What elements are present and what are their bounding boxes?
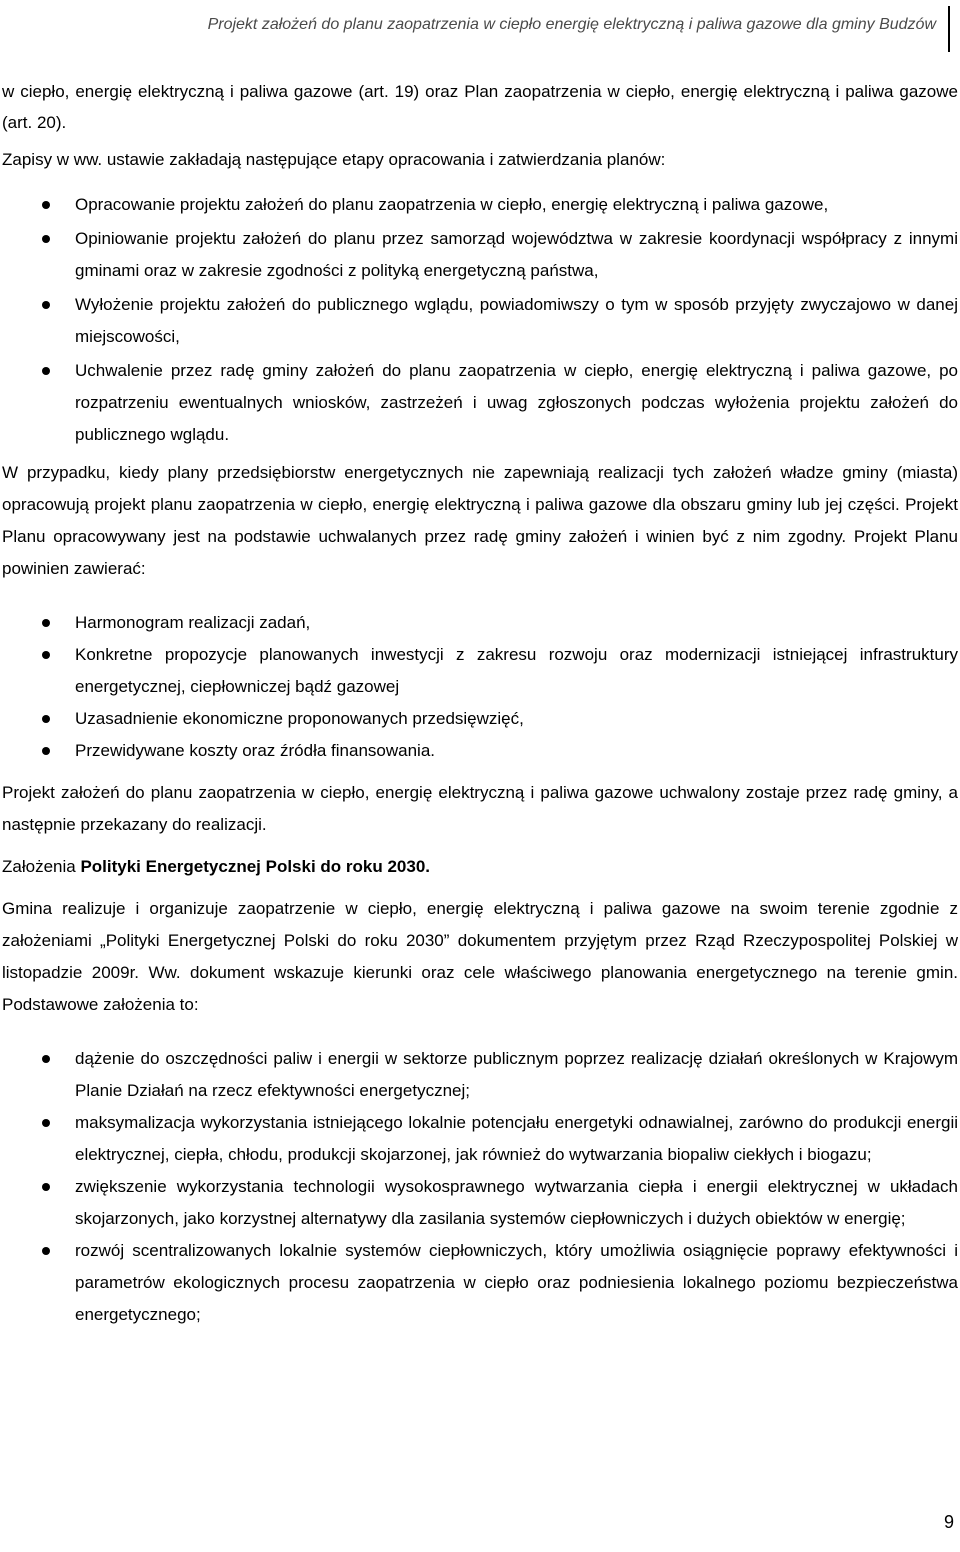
list-item <box>2 1171 958 1235</box>
steps-intro: Zapisy w ww. ustawie zakładają następujące etapy opracowania i zatwierdzania planów: <box>2 150 666 169</box>
policy-heading <box>2 851 958 883</box>
list-item <box>2 355 958 451</box>
list-item <box>2 639 958 703</box>
bullet-icon <box>42 747 50 755</box>
bullet-icon <box>42 1183 50 1191</box>
list-item-text: Konkretne propozycje planowanych inwestycji z zakresu rozwoju oraz modernizacji istniejącej infrastruktury energetycznej, ciepłowniczej bądź gazowej <box>75 645 958 696</box>
bullet-icon <box>42 201 50 209</box>
policy-heading-prefix: Założenia <box>2 857 81 876</box>
policy-heading-bold: Polityki Energetycznej Polski do roku 2030. <box>80 857 431 876</box>
list-item-text: zwiększenie wykorzystania technologii wysokosprawnego wytwarzania ciepła i energii elektrycznej w układach skojarzonych, jako korzystnej alternatywy dla zasilania systemów ciepłowniczych i dużych obiektów w energię; <box>75 1177 958 1228</box>
document-body <box>2 76 958 1337</box>
bullet-icon <box>42 367 50 375</box>
list-item-text: dążenie do oszczędności paliw i energii w sektorze publicznym poprzez realizację działań określonych w Krajowym Planie Działań na rzecz efektywności energetycznej; <box>75 1049 958 1100</box>
steps-list <box>2 189 958 451</box>
list-item-text: maksymalizacja wykorzystania istniejącego lokalnie potencjału energetyki odnawialnej, zarówno do produkcji energii elektrycznej, ciepła, chłodu, produkcji skojarzonej, jak również do wytwarzania biopaliw ciekłych i biogazu; <box>75 1113 958 1164</box>
bullet-icon <box>42 235 50 243</box>
list-item-text: Harmonogram realizacji zadań, <box>75 613 311 632</box>
list-item-text: Uchwalenie przez radę gminy założeń do planu zaopatrzenia w ciepło, energię elektryczną i paliwa gazowe, po rozpatrzeniu ewentualnych wniosków, zastrzeżeń i uwag zgłoszonych podczas wyłożenia projektu założeń do publicznego wglądu. <box>75 361 958 444</box>
policy-points-list <box>2 1043 958 1331</box>
paragraph-adoption: Projekt założeń do planu zaopatrzenia w ciepło, energię elektryczną i paliwa gazowe uchwalony zostaje przez radę gminy, a następnie przekazany do realizacji. <box>2 783 958 834</box>
list-item <box>2 223 958 287</box>
paragraph-policy: Gmina realizuje i organizuje zaopatrzenie w ciepło, energię elektryczną i paliwa gazowe na swoim terenie zgodnie z założeniami „Polityki Energetycznej Polski do roku 2030” dokumentem przyjętym przez Rząd Rzeczypospolitej Polskiej w listopadzie 2009r. Ww. dokument wskazuje kierunki oraz cele właściwego planowania energetycznego na terenie gmin. Podstawowe założenia to: <box>2 899 958 1014</box>
list-item <box>2 1043 958 1107</box>
list-item-text: Uzasadnienie ekonomiczne proponowanych przedsięwzięć, <box>75 709 524 728</box>
list-item <box>2 1235 958 1331</box>
bullet-icon <box>42 651 50 659</box>
page-header <box>0 0 960 58</box>
list-item <box>2 289 958 353</box>
header-title: Projekt założeń do planu zaopatrzenia w ciepło energię elektryczną i paliwa gazowe dla gminy Budzów <box>207 16 936 33</box>
list-item <box>2 1107 958 1171</box>
bullet-icon <box>42 715 50 723</box>
list-item <box>2 735 958 767</box>
list-item-text: Opiniowanie projektu założeń do planu przez samorząd województwa w zakresie koordynacji współpracy z innymi gminami oraz w zakresie zgodności z polityką energetyczną państwa, <box>75 229 958 280</box>
list-item <box>2 703 958 735</box>
list-item <box>2 607 958 639</box>
bullet-icon <box>42 301 50 309</box>
bullet-icon <box>42 1247 50 1255</box>
bullet-icon <box>42 1055 50 1063</box>
bullet-icon <box>42 1119 50 1127</box>
paragraph-plan: W przypadku, kiedy plany przedsiębiorstw energetycznych nie zapewniają realizacji tych założeń władze gminy (miasta) opracowują projekt planu zaopatrzenia w ciepło, energię elektryczną i paliwa gazowe dla obszaru gminy lub jej części. Projekt Planu opracowywany jest na podstawie uchwalanych przez radę gminy założeń i winien być z nim zgodny. Projekt Planu powinien zawierać: <box>2 463 958 578</box>
header-divider <box>948 6 950 52</box>
list-item-text: Przewidywane koszty oraz źródła finansowania. <box>75 741 436 760</box>
list-item-text: Opracowanie projektu założeń do planu zaopatrzenia w ciepło, energię elektryczną i paliwa gazowe, <box>75 195 829 214</box>
page-number: 9 <box>943 1512 954 1532</box>
list-item <box>2 189 958 221</box>
bullet-icon <box>42 619 50 627</box>
list-item-text: Wyłożenie projektu założeń do publicznego wglądu, powiadomiwszy o tym w sposób przyjęty zwyczajowo w danej miejscowości, <box>75 295 958 346</box>
intro-continuation: w ciepło, energię elektryczną i paliwa gazowe (art. 19) oraz Plan zaopatrzenia w ciepło, energię elektryczną i paliwa gazowe (art. 20). <box>2 82 958 132</box>
list-item-text: rozwój scentralizowanych lokalnie systemów ciepłowniczych, który umożliwia osiągnięcie poprawy efektywności i parametrów ekologicznych procesu zaopatrzenia w ciepło oraz podniesienia lokalnego poziomu bezpieczeństwa energetycznego; <box>75 1241 958 1324</box>
plan-contents-list <box>2 607 958 767</box>
